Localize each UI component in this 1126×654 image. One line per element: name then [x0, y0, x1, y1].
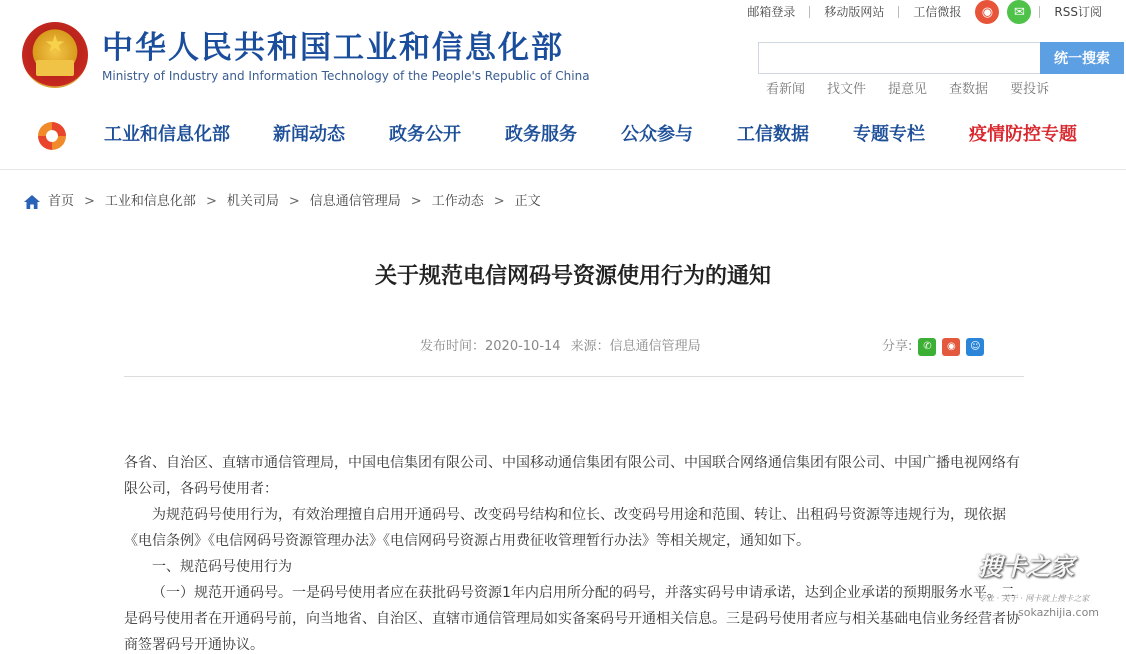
- title-divider: [124, 376, 1024, 377]
- breadcrumb-departments[interactable]: 机关司局: [226, 194, 279, 209]
- article-title: 关于规范电信网码号资源使用行为的通知: [374, 264, 771, 289]
- breadcrumb: [24, 192, 541, 212]
- breadcrumb-separator: >: [410, 194, 422, 209]
- publish-date: 2020-10-14: [485, 339, 561, 354]
- divider: [898, 6, 899, 18]
- quick-link-complaint[interactable]: 要投诉: [1010, 82, 1050, 97]
- quick-link-feedback[interactable]: 提意见: [888, 82, 928, 97]
- article-meta: [420, 338, 701, 356]
- share-weibo-icon[interactable]: ◉: [942, 338, 960, 356]
- article-paragraph: 各省、自治区、直辖市通信管理局，中国电信集团有限公司、中国移动通信集团有限公司、中国联合网络通信集团有限公司、中国广播电视网络有限公司，各码号使用者：: [124, 455, 1020, 497]
- quick-link-news[interactable]: 看新闻: [766, 82, 806, 97]
- top-links-bar: [737, 0, 1112, 24]
- breadcrumb-separator: >: [84, 194, 95, 209]
- article-section-heading: 一、规范码号使用行为: [152, 559, 292, 575]
- weibo-icon[interactable]: ◉: [975, 0, 999, 24]
- main-nav: [0, 112, 1126, 158]
- nav-item-epidemic[interactable]: 疫情防控专题: [969, 124, 1077, 145]
- rss-link[interactable]: RSS订阅: [1054, 5, 1102, 19]
- share-qq-icon[interactable]: ☺: [966, 338, 984, 356]
- nav-item-gov-services[interactable]: 政务服务: [505, 124, 577, 145]
- watermark-slogan: 专业 · 关于 · 网卡就上搜卡之家: [978, 594, 1090, 603]
- nav-item-data[interactable]: 工信数据: [737, 124, 809, 145]
- site-header: [0, 0, 1126, 170]
- nav-item-public-participation[interactable]: 公众参与: [621, 124, 693, 145]
- site-subtitle: Ministry of Industry and Information Technology of the People's Republic of China: [102, 69, 590, 83]
- site-title[interactable]: 中华人民共和国工业和信息化部: [102, 30, 564, 66]
- nav-item-gov-affairs[interactable]: 政务公开: [389, 124, 461, 145]
- breadcrumb-ministry[interactable]: 工业和信息化部: [104, 194, 196, 209]
- divider: [809, 6, 810, 18]
- quick-link-documents[interactable]: 找文件: [827, 82, 867, 97]
- wechat-icon[interactable]: ✉: [1007, 0, 1031, 24]
- source-label: 来源：: [570, 339, 610, 354]
- quick-links: [766, 80, 1071, 100]
- watermark-url: sokazhijia.com: [1018, 606, 1100, 619]
- watermark: [978, 550, 1122, 620]
- national-emblem-icon: ★: [22, 22, 88, 88]
- share-label: 分享:: [882, 339, 913, 354]
- breadcrumb-separator: >: [493, 194, 505, 209]
- source-value: 信息通信管理局: [609, 339, 701, 354]
- unified-search-button[interactable]: 统一搜索: [1040, 42, 1124, 74]
- share-wechat-icon[interactable]: ✆: [918, 338, 936, 356]
- breadcrumb-separator: >: [288, 194, 300, 209]
- breadcrumb-telecom-bureau[interactable]: 信息通信管理局: [309, 194, 401, 209]
- breadcrumb-work-news[interactable]: 工作动态: [431, 194, 484, 209]
- share-bar: [882, 337, 984, 357]
- article-paragraph: 为规范码号使用行为，有效治理擅自启用开通码号、改变码号结构和位长、改变码号用途和范围、转让、出租码号资源等违规行为，现依据《电信条例》《电信网码号资源管理办法》《电信网码号资源占用费征收管理暂行办法》等相关规定，通知如下。: [124, 507, 1006, 549]
- search-input[interactable]: [758, 42, 1040, 74]
- gongxin-weibao-link[interactable]: 工信微报: [913, 5, 962, 19]
- quick-link-data[interactable]: 查数据: [949, 82, 989, 97]
- breadcrumb-home[interactable]: 首页: [48, 194, 75, 209]
- mobile-site-link[interactable]: 移动版网站: [824, 5, 885, 19]
- nav-item-news[interactable]: 新闻动态: [273, 124, 345, 145]
- article-body: [124, 450, 1026, 654]
- article-paragraph: （一）规范开通码号。一是码号使用者应在获批码号资源1年内启用所分配的码号，并落实码号申请承诺，达到企业承诺的预期服务水平。二是码号使用者在开通码号前，向当地省、自治区、直辖市通信管理局如实备案码号开通相关信息。三是码号使用者应与相关基础电信业务经营者协商签署码号开通协议。: [124, 585, 1020, 653]
- breadcrumb-separator: >: [205, 194, 217, 209]
- ministry-logo-icon[interactable]: [38, 122, 66, 150]
- nav-item-special-topics[interactable]: 专题专栏: [853, 124, 925, 145]
- publish-label: 发布时间：: [420, 339, 486, 354]
- breadcrumb-current: 正文: [514, 194, 541, 209]
- nav-item-ministry[interactable]: 工业和信息化部: [104, 124, 230, 145]
- mail-login-link[interactable]: 邮箱登录: [747, 5, 796, 19]
- divider: [1039, 6, 1040, 18]
- watermark-logo: 搜卡之家: [978, 553, 1074, 581]
- home-icon[interactable]: [24, 195, 40, 209]
